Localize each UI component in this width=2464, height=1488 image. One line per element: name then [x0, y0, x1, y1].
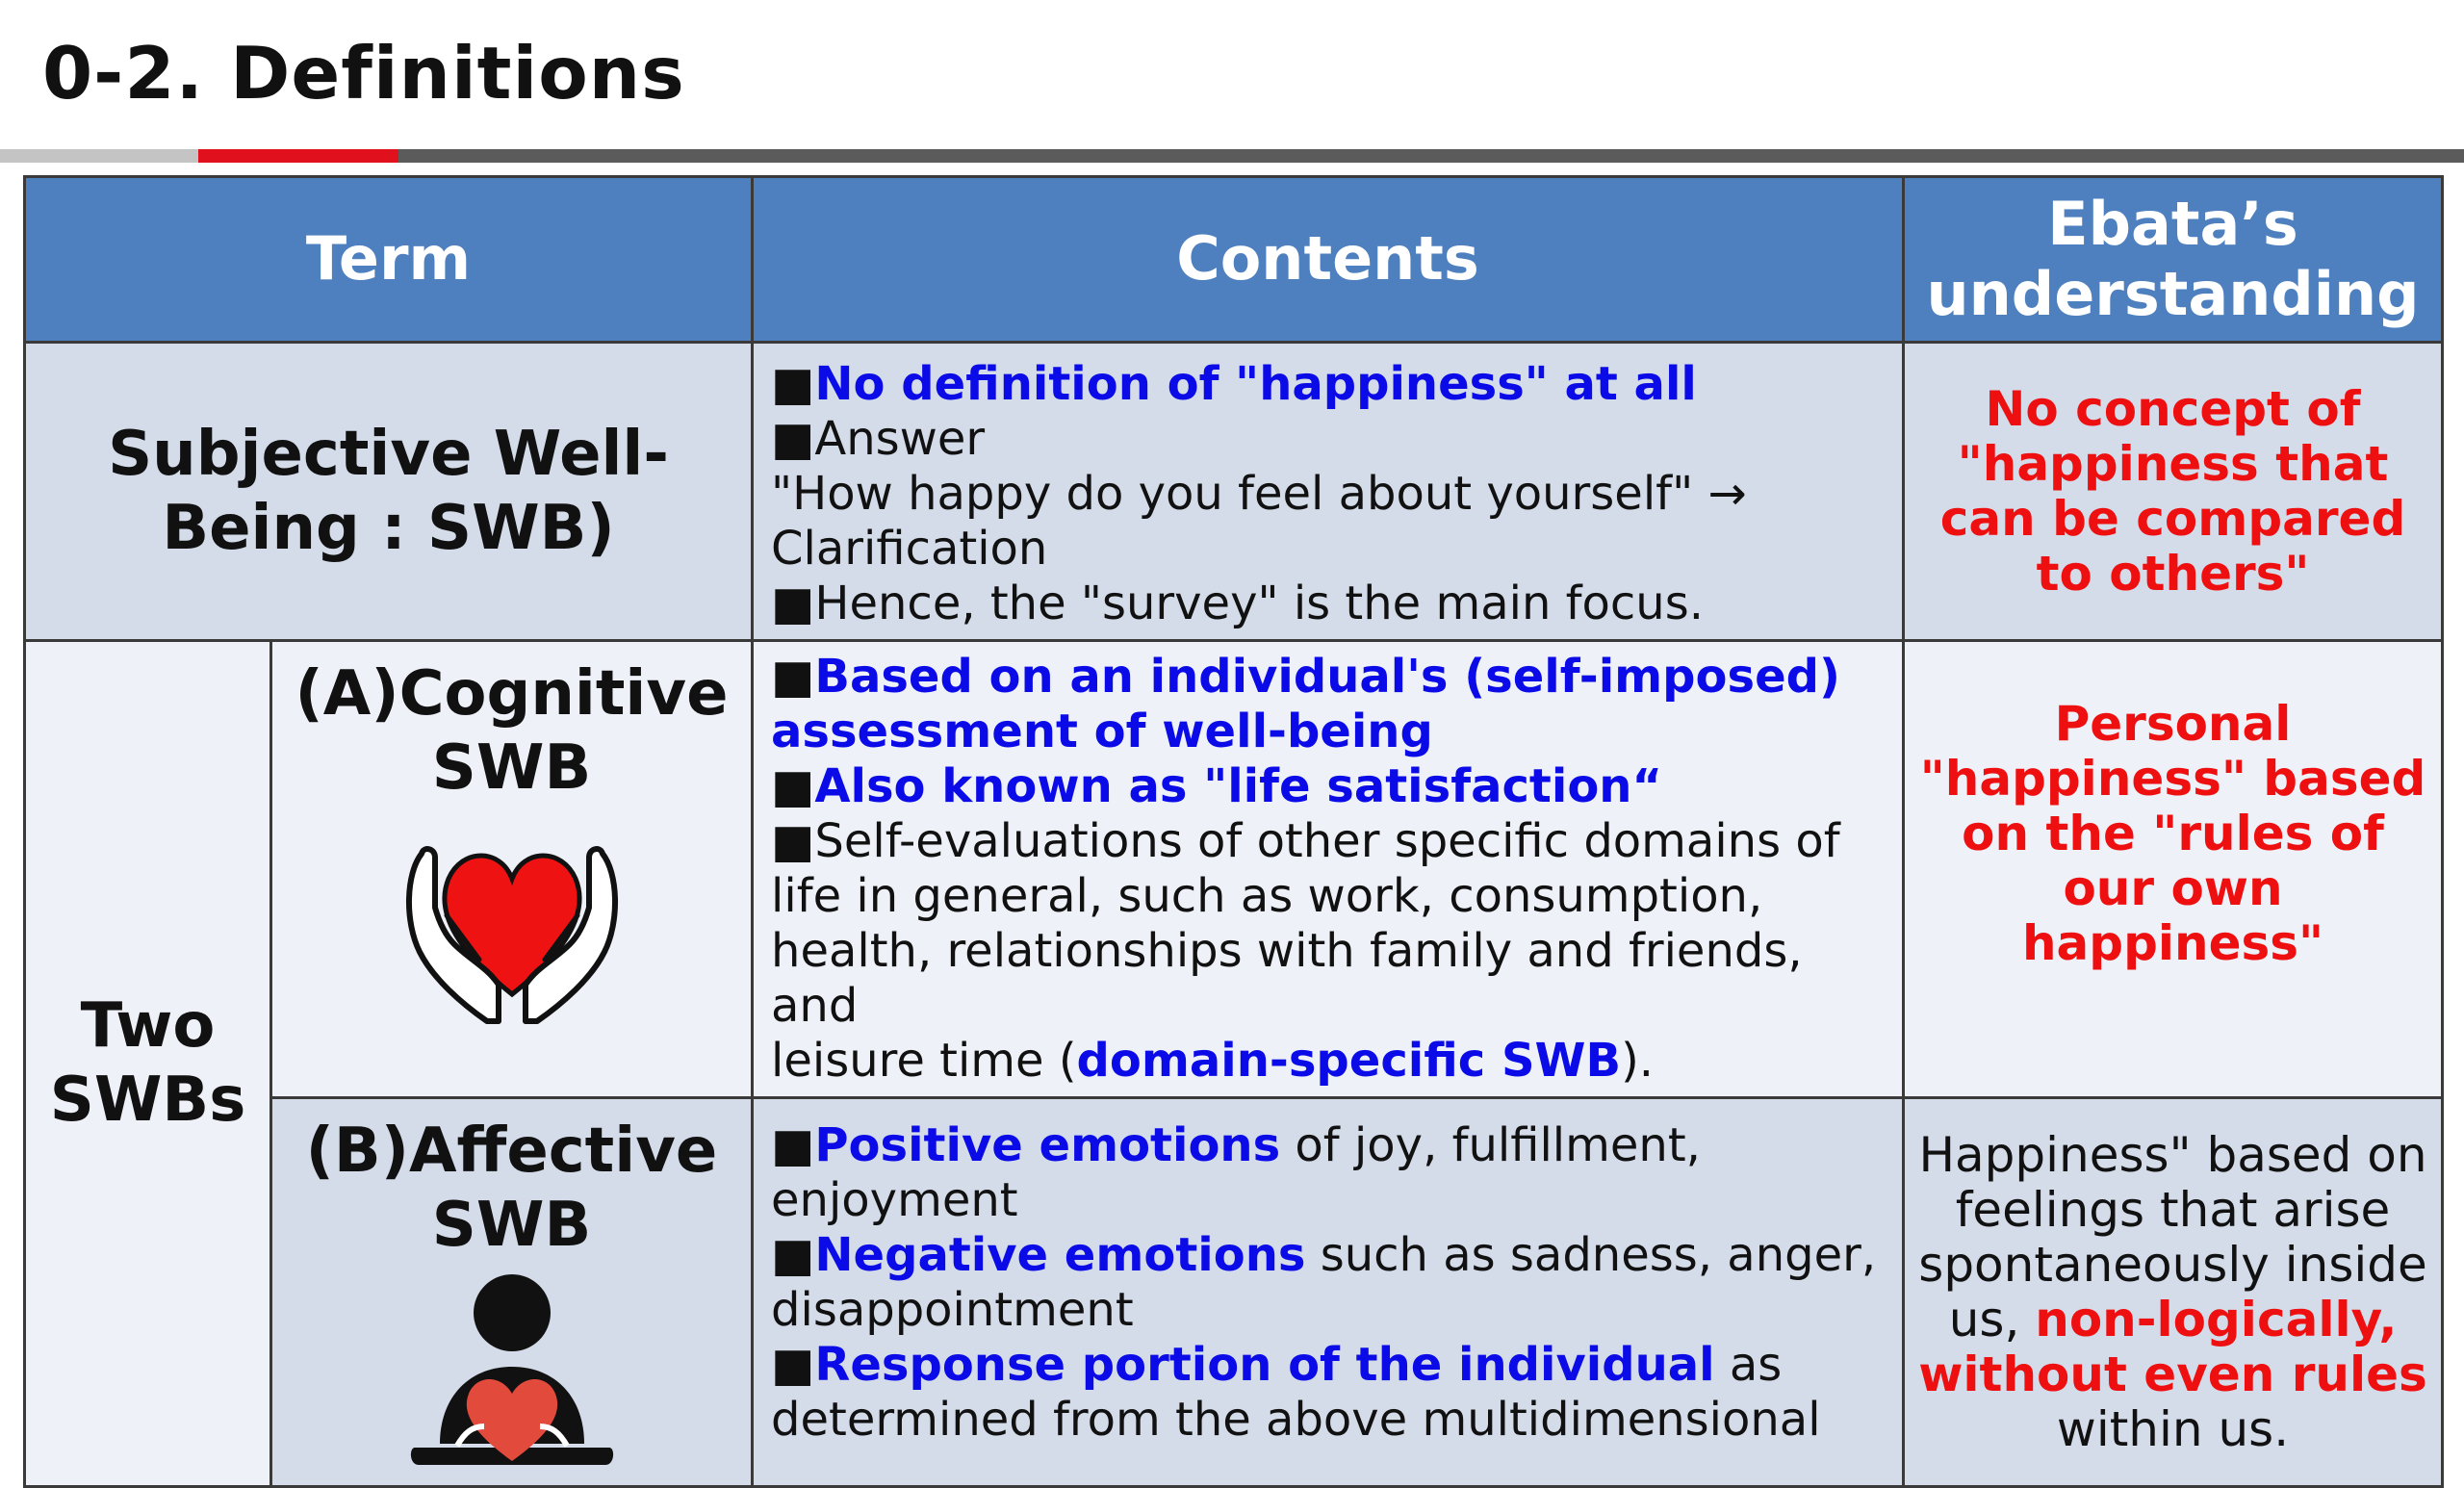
- underline-light-segment: [0, 149, 198, 163]
- header-row: [25, 177, 2443, 343]
- bullet-square: ■: [771, 1338, 815, 1392]
- ebata-cognitive-text: Personal "happiness" based on the "rules of our own happiness": [1919, 695, 2426, 971]
- table-row-affective: [25, 1098, 2443, 1487]
- table-row-cognitive: [25, 641, 2443, 1098]
- swb-answer: Answer: [814, 412, 986, 466]
- bullet-square: ■: [771, 650, 815, 704]
- contents-cognitive: [753, 641, 1904, 1098]
- bullet-square: ■: [771, 1118, 815, 1172]
- person-holding-heart-icon: [401, 1272, 623, 1475]
- bullet-square: ■: [771, 814, 815, 868]
- affective-disappointment: disappointment: [771, 1283, 1134, 1337]
- cognitive-self-evaluations: Self-evaluations of other specific domains of: [814, 814, 1840, 868]
- table-row-swb: [25, 343, 2443, 641]
- title-underline: [0, 149, 2464, 163]
- contents-swb: [753, 343, 1904, 641]
- ebata-affective-p1: Happiness" based on feelings that arise spontaneously inside us,: [1918, 1126, 2427, 1347]
- bullet-square: ■: [771, 759, 815, 813]
- heart-in-hands-icon: [387, 815, 637, 1027]
- term-cognitive: [271, 641, 753, 1098]
- affective-positive-rest: of joy, fulfillment,: [1280, 1118, 1701, 1172]
- affective-response: Response portion of the individual: [814, 1338, 1715, 1392]
- ebata-affective: [1904, 1098, 2443, 1487]
- term-swb: [25, 343, 753, 641]
- cognitive-based-on: Based on an individual's (self-imposed): [814, 650, 1840, 704]
- affective-enjoyment: enjoyment: [771, 1173, 1018, 1227]
- cognitive-domain-specific: domain-specific SWB: [1076, 1034, 1622, 1088]
- underline-red-segment: [198, 149, 398, 163]
- bullet-square: ■: [771, 412, 815, 466]
- cognitive-close: ).: [1621, 1034, 1655, 1088]
- ebata-affective-red: non-logically, without even rules: [1918, 1291, 2427, 1402]
- two-swbs-text: Two SWBs: [49, 990, 246, 1136]
- header-contents: Contents: [753, 177, 1904, 343]
- header-term: Term: [25, 177, 753, 343]
- header-ebata: Ebata’s understanding: [1904, 177, 2443, 343]
- term-affective: [271, 1098, 753, 1487]
- ebata-swb-text: No concept of "happiness that can be compared to others": [1939, 380, 2406, 602]
- cognitive-line-6: health, relationships with family and friends, and: [771, 924, 1803, 1033]
- bullet-square: ■: [771, 1228, 815, 1282]
- bullet-square: ■: [771, 357, 815, 411]
- term-swb-label: Subjective Well-Being : SWB): [108, 418, 669, 564]
- cognitive-assessment: assessment of well-being: [771, 705, 1433, 758]
- swb-clarification: Clarification: [771, 522, 1048, 576]
- definitions-table: [23, 175, 2444, 1488]
- cognitive-life-satisfaction: Also known as "life satisfaction“: [814, 759, 1663, 813]
- cognitive-line-5: life in general, such as work, consumption,: [771, 869, 1763, 923]
- affective-response-rest: as: [1714, 1338, 1783, 1392]
- two-swbs-label: [25, 641, 271, 1487]
- swb-no-definition: No definition of "happiness" at all: [814, 357, 1697, 411]
- affective-negative-rest: such as sadness, anger,: [1305, 1228, 1877, 1282]
- bullet-square: ■: [771, 577, 815, 630]
- swb-question: "How happy do you feel about yourself" →: [771, 467, 1747, 521]
- contents-affective: [753, 1098, 1904, 1487]
- swb-survey-focus: Hence, the "survey" is the main focus.: [814, 577, 1704, 630]
- affective-determined: determined from the above multidimensional: [771, 1393, 1821, 1447]
- affective-positive: Positive emotions: [814, 1118, 1281, 1172]
- ebata-affective-p2: within us.: [2056, 1400, 2290, 1457]
- ebata-cognitive: [1904, 641, 2443, 1098]
- term-cognitive-label: (A)Cognitive SWB: [295, 658, 729, 804]
- ebata-swb: [1904, 343, 2443, 641]
- affective-negative: Negative emotions: [814, 1228, 1306, 1282]
- cognitive-leisure: leisure time (: [771, 1034, 1077, 1088]
- term-affective-label: (B)Affective SWB: [305, 1116, 718, 1261]
- page-title: 0-2. Definitions: [42, 31, 685, 115]
